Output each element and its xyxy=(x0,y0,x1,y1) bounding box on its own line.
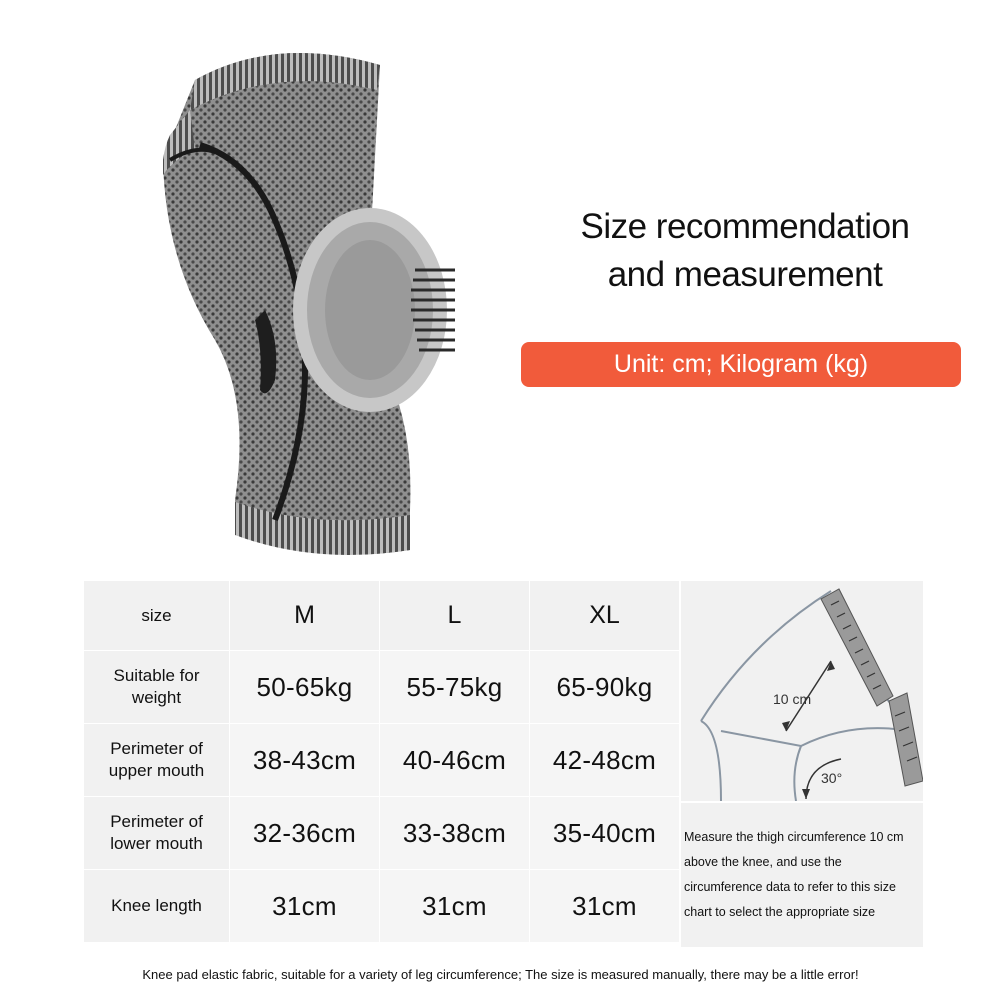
table-row xyxy=(84,797,680,870)
headline-line-2: and measurement xyxy=(607,255,883,294)
headline-line-1: Size recommendation xyxy=(580,207,910,246)
distance-label: 10 cm xyxy=(773,691,812,707)
row-label-line: Perimeter of xyxy=(110,812,203,831)
row-label-line: Perimeter of xyxy=(110,739,203,758)
header-xl: XL xyxy=(530,581,680,651)
cell-value: 35-40cm xyxy=(530,797,680,870)
row-label-line: Suitable for xyxy=(113,666,200,685)
angle-label: 30° xyxy=(821,770,843,786)
cell-value: 65-90kg xyxy=(530,651,680,724)
table-header-row xyxy=(84,581,680,651)
header-l: L xyxy=(380,581,530,651)
row-label-line: weight xyxy=(131,688,182,707)
table-row xyxy=(84,651,680,724)
header-m: M xyxy=(230,581,380,651)
cell-value: 55-75kg xyxy=(380,651,530,724)
cell-value: 42-48cm xyxy=(530,724,680,797)
knee-brace-image xyxy=(155,40,465,570)
footnote: Knee pad elastic fabric, suitable for a variety of leg circumference; The size is measured manually, there may be a little error! xyxy=(142,967,859,982)
unit-badge: Unit: cm; Kilogram (kg) xyxy=(521,342,961,387)
measurement-diagram xyxy=(681,581,923,801)
cell-value: 50-65kg xyxy=(230,651,380,724)
row-label-line: upper mouth xyxy=(108,761,205,780)
measurement-note: Measure the thigh circumference 10 cm above the knee, and use the circumference data to refer to this size chart to select the appropriate size xyxy=(681,803,923,947)
cell-value: 40-46cm xyxy=(380,724,530,797)
cell-value: 33-38cm xyxy=(380,797,530,870)
table-row xyxy=(84,870,680,943)
table-row xyxy=(84,724,680,797)
row-label-line: lower mouth xyxy=(110,834,203,853)
cell-value: 31cm xyxy=(380,870,530,943)
headline xyxy=(540,203,950,299)
cell-value: 38-43cm xyxy=(230,724,380,797)
header-size: size xyxy=(84,581,230,651)
size-table xyxy=(83,580,680,943)
row-label xyxy=(84,651,230,724)
row-label: Knee length xyxy=(84,870,230,943)
cell-value: 32-36cm xyxy=(230,797,380,870)
row-label xyxy=(84,797,230,870)
cell-value: 31cm xyxy=(230,870,380,943)
row-label xyxy=(84,724,230,797)
cell-value: 31cm xyxy=(530,870,680,943)
